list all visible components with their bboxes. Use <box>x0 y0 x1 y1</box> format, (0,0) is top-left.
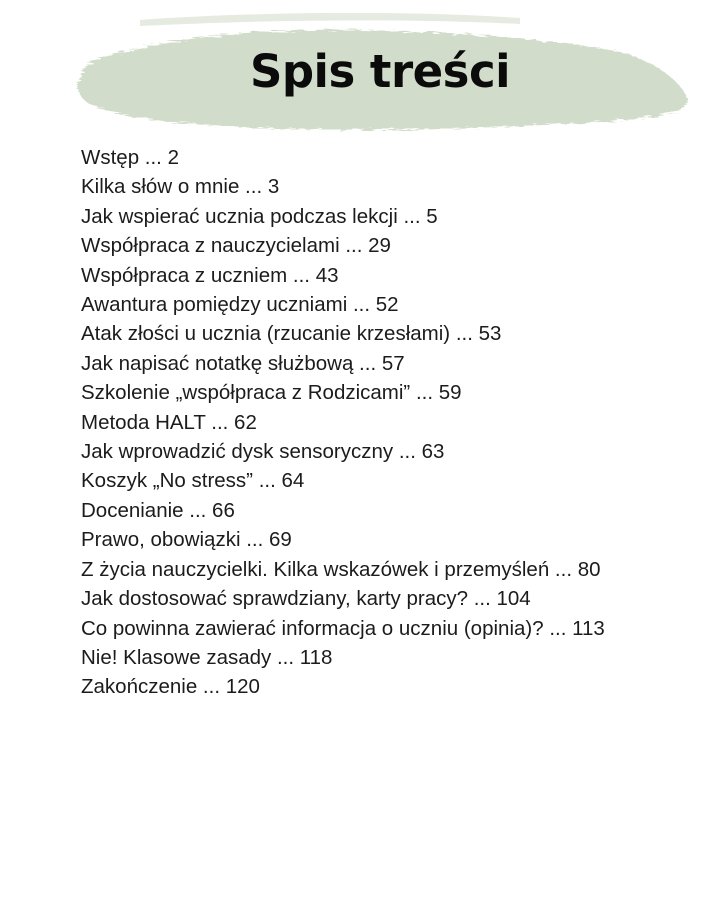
toc-entry: Jak dostosować sprawdziany, karty pracy? ... 104 <box>81 587 531 611</box>
table-of-contents <box>81 143 605 702</box>
toc-entry: Jak wprowadzić dysk sensoryczny ... 63 <box>81 440 445 464</box>
toc-entry: Współpraca z nauczycielami ... 29 <box>81 234 391 258</box>
toc-entry: Prawo, obowiązki ... 69 <box>81 528 292 552</box>
toc-entry: Atak złości u ucznia (rzucanie krzesłami) ... 53 <box>81 322 502 346</box>
toc-entry: Zakończenie ... 120 <box>81 675 260 699</box>
toc-entry: Koszyk „No stress” ... 64 <box>81 469 305 493</box>
toc-entry: Metoda HALT ... 62 <box>81 410 257 434</box>
toc-entry: Wstęp ... 2 <box>81 146 179 169</box>
toc-entry: Awantura pomiędzy uczniami ... 52 <box>81 293 399 317</box>
toc-entry: Współpraca z uczniem ... 43 <box>81 263 339 287</box>
toc-entry: Jak napisać notatkę służbową ... 57 <box>81 351 405 375</box>
page-title: Spis treści <box>249 45 511 98</box>
toc-entry: Jak wspierać ucznia podczas lekcji ... 5 <box>81 204 438 228</box>
toc-entry: Nie! Klasowe zasady ... 118 <box>81 645 333 669</box>
toc-entry: Szkolenie „współpraca z Rodzicami” ... 59 <box>81 381 462 405</box>
toc-entry: Docenianie ... 66 <box>81 498 235 522</box>
toc-entry: Kilka słów o mnie ... 3 <box>81 175 280 199</box>
toc-entry: Z życia nauczycielki. Kilka wskazówek i przemyśleń ... 80 <box>81 557 601 581</box>
toc-entry: Co powinna zawierać informacja o uczniu (opinia)? ... 113 <box>81 616 605 640</box>
